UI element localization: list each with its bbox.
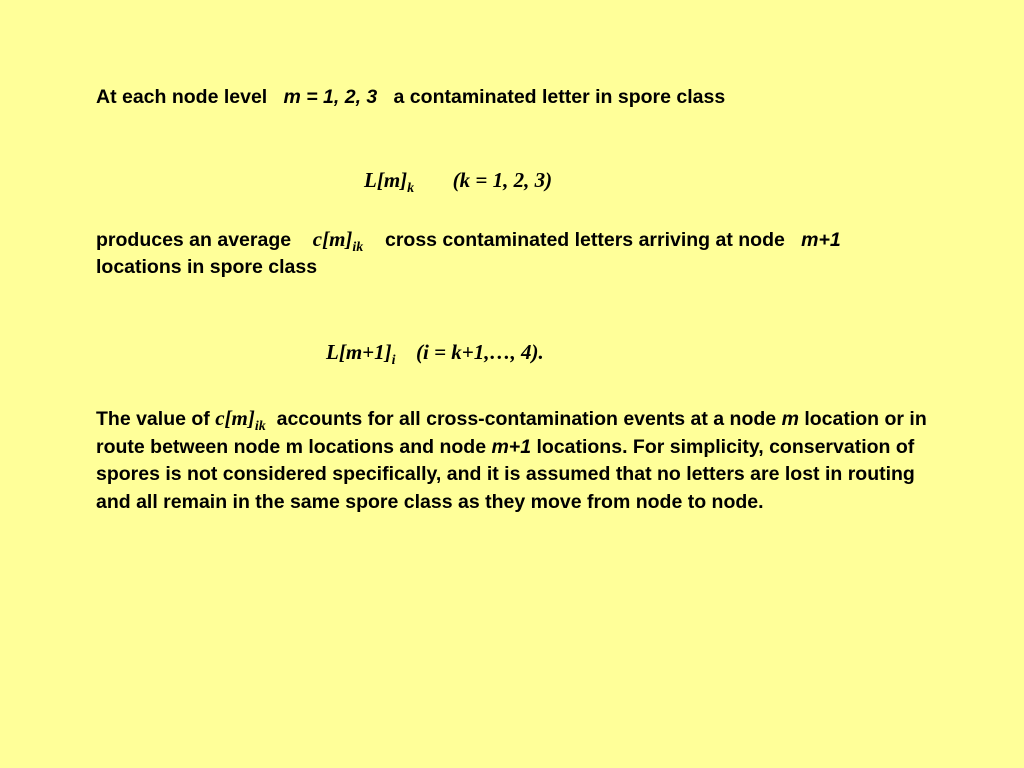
produces-line2-text: locations in spore class bbox=[96, 256, 318, 278]
explanation-node-m1: m+1 bbox=[491, 435, 532, 458]
produces-subscript: ik bbox=[352, 240, 364, 255]
formula-l-m1-i bbox=[326, 340, 544, 368]
explanation-symbol: c[m] bbox=[215, 406, 255, 430]
explanation-subscript: ik bbox=[254, 419, 266, 434]
explanation-text3: location or in route between node m locations and node bbox=[96, 408, 927, 458]
formula1-symbol: L[m] bbox=[364, 168, 408, 192]
formula2-symbol: L[m+1] bbox=[326, 340, 392, 364]
intro-text-end: a contaminated letter in spore class bbox=[393, 86, 726, 108]
produces-node: m+1 bbox=[801, 229, 841, 251]
explanation-node-m: m bbox=[781, 408, 799, 430]
formula2-range: (i = k+1,…, 4). bbox=[416, 340, 544, 364]
formula1-range: (k = 1, 2, 3) bbox=[452, 168, 553, 192]
formula2-subscript: i bbox=[391, 353, 396, 368]
produces-text: produces an average bbox=[96, 229, 292, 251]
intro-m-values: m = 1, 2, 3 bbox=[283, 86, 378, 108]
explanation-text1: The value of bbox=[96, 408, 210, 430]
formula1-subscript: k bbox=[407, 181, 415, 196]
intro-text: At each node level bbox=[96, 86, 268, 108]
formula-l-m-k bbox=[364, 168, 553, 196]
produces-line-1 bbox=[96, 227, 841, 255]
intro-line bbox=[96, 85, 725, 109]
explanation-text4: locations. For simplicity, conservation of spores is not considered specifically, and it is assumed that no letters are lost in routing and all remain in the same spore class as they move from node to node. bbox=[96, 435, 915, 513]
produces-line-2 bbox=[96, 255, 317, 279]
explanation-paragraph bbox=[96, 405, 936, 516]
produces-text-mid: cross contaminated letters arriving at node bbox=[384, 229, 785, 251]
explanation-text2: accounts for all cross-contamination events at a node bbox=[276, 408, 777, 430]
produces-symbol: c[m] bbox=[312, 227, 353, 251]
